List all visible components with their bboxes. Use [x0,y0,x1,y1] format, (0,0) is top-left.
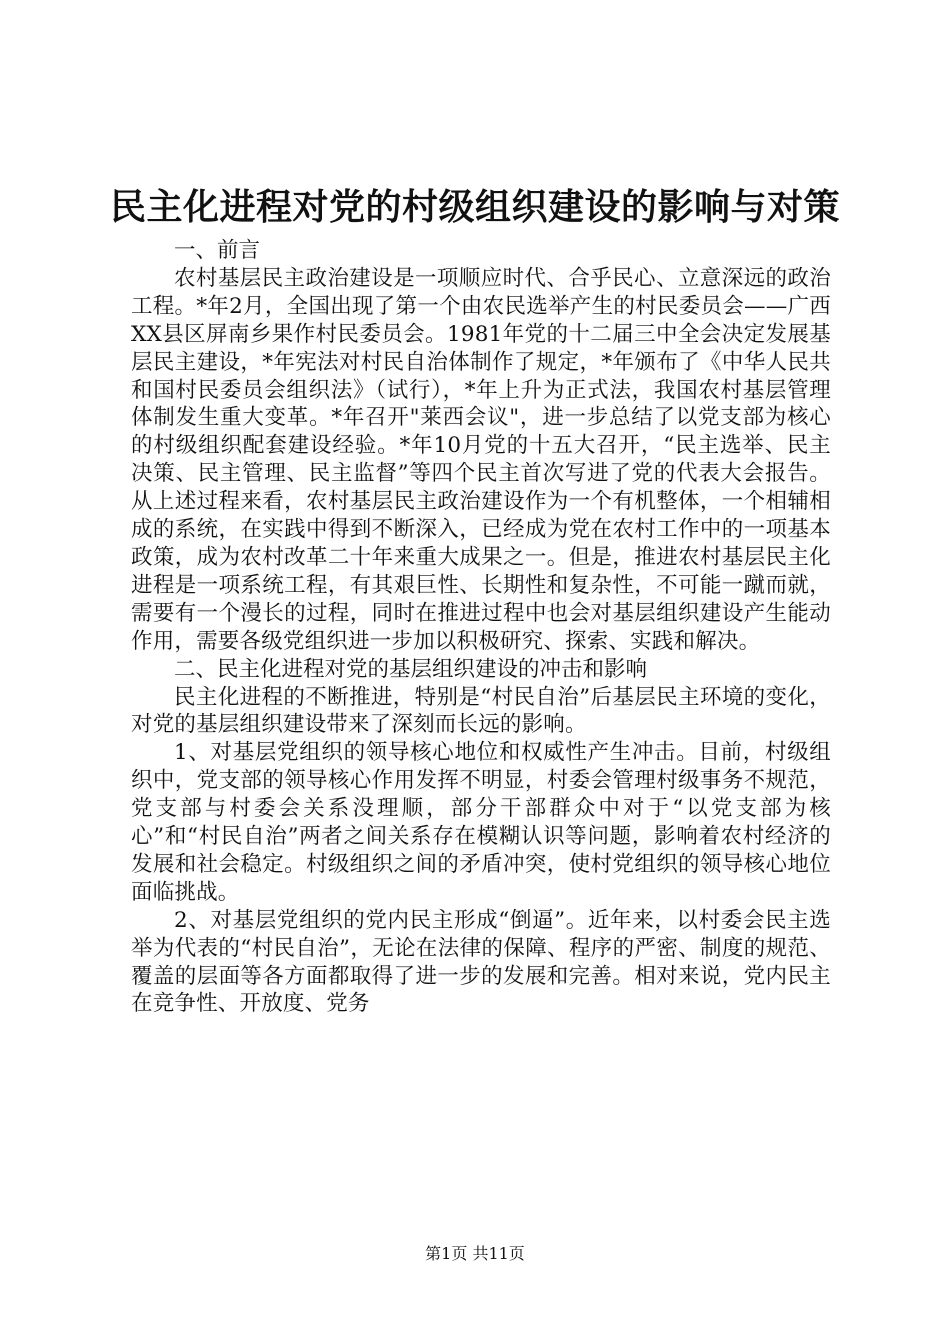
paragraph-impact-point-1: 1、对基层党组织的领导核心地位和权威性产生冲击。目前，村级组织中，党支部的领导核心作用发挥不明显，村委会管理村级事务不规范，党支部与村委会关系没理顺，部分干部群众中对于“以党支部为核心”和“村民自治”两者之间关系存在模糊认识等问题，影响着农村经济的发展和社会稳定。村级组织之间的矛盾冲突，使村党组织的领导核心地位面临挑战。 [131,740,831,905]
paragraph-preface: 农村基层民主政治建设是一项顺应时代、合乎民心、立意深远的政治工程。*年2月，全国出现了第一个由农民选举产生的村民委员会——广西XX县区屏南乡果作村民委员会。1981年党的十二届三中全会决定发展基层民主建设，*年宪法对村民自治体制作了规定，*年颁布了《中华人民共和国村民委员会组织法》（试行），*年上升为正式法，我国农村基层管理体制发生重大变革。*年召开"莱西会议"，进一步总结了以党支部为核心的村级组织配套建设经验。*年10月党的十五大召开，“民主选举、民主决策、民主管理、民主监督”等四个民主首次写进了党的代表大会报告。从上述过程来看，农村基层民主政治建设作为一个有机整体，一个相辅相成的系统，在实践中得到不断深入，已经成为党在农村工作中的一项基本政策，成为农村改革二十年来重大成果之一。但是，推进农村基层民主化进程是一项系统工程，有其艰巨性、长期性和复杂性，不可能一蹴而就，需要有一个漫长的过程，同时在推进过程中也会对基层组织建设产生能动作用，需要各级党组织进一步加以积极研究、探索、实践和解决。 [131,265,831,654]
section-heading-impact: 二、民主化进程对党的基层组织建设的冲击和影响 [174,656,648,682]
page-footer [0,1243,950,1265]
section-heading-preface: 一、前言 [174,238,261,263]
page-number-label: 第1页 共11页 [425,1244,525,1263]
paragraph-impact-point-2: 2、对基层党组织的党内民主形成“倒逼”。近年来，以村委会民主选举为代表的“村民自治”，无论在法律的保障、程序的严密、制度的规范、覆盖的层面等各方面都取得了进一步的发展和完善。相对来说，党内民主在竞争性、开放度、党务 [131,907,831,1017]
document-title: 民主化进程对党的村级组织建设的影响与对策 [109,187,840,228]
paragraph-impact-intro: 民主化进程的不断推进，特别是“村民自治”后基层民主环境的变化，对党的基层组织建设带来了深刻而长远的影响。 [131,684,831,738]
document-body [131,237,831,1018]
